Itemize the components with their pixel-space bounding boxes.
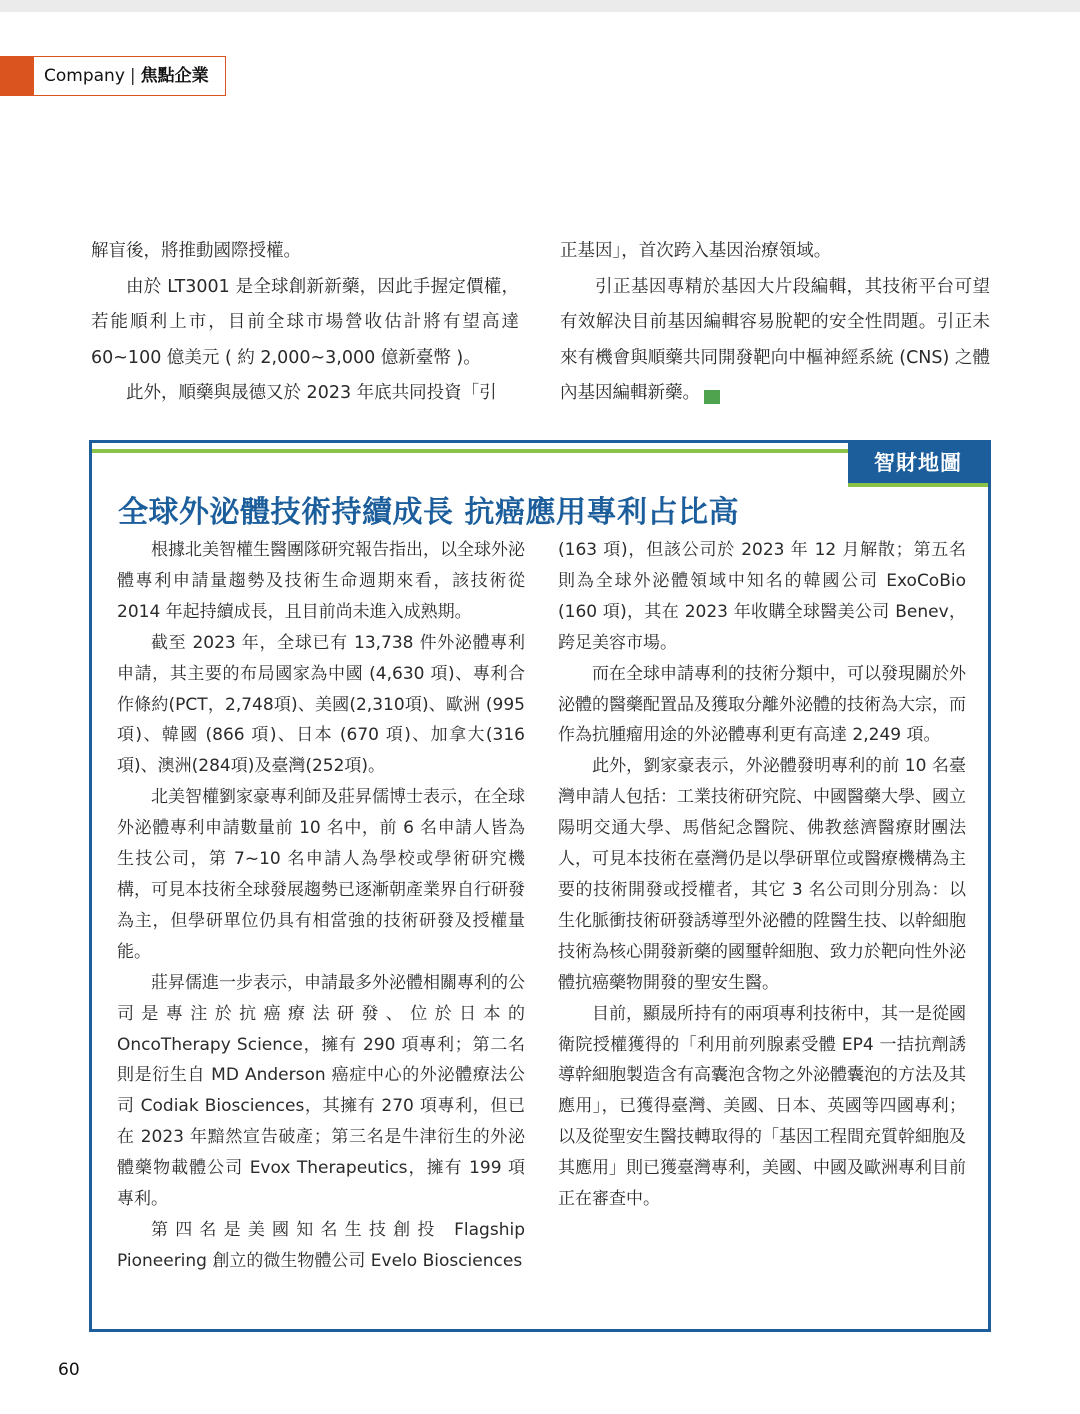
ip-map-tag: 智財地圖 [848,443,988,487]
box-paragraph: 而在全球申請專利的技術分類中，可以發現關於外泌體的醫藥配置品及獲取分離外泌體的技術為大宗，而作為抗腫瘤用途的外泌體專利更有高達 2,249 項。 [558,663,966,746]
intro-right-paragraph-text: 引正基因專精於基因大片段編輯，其技術平台可望有效解決目前基因編輯容易脫靶的安全性問題。引正未來有機會與順藥共同開發靶向中樞神經系統 (CNS) 之體內基因編輯新藥。 [560,276,990,403]
box-paragraph: 莊昇儒進一步表示，申請最多外泌體相關專利的公司是專注於抗癌療法研發、位於日本的 OncoTherapy Science，擁有 290 項專利；第二名則是衍生自 MD Anderson 癌症中心的外泌體療法公司 Codiak Biosciences，其擁有 270 項專利，但已在 2023 年黯然宣告破產；第三名是牛津衍生的外泌體藥物載體公司 Evox Therapeutics，擁有 199 項專利。 [117,972,525,1210]
box-paragraph: 此外，劉家豪表示，外泌體發明專利的前 10 名臺灣申請人包括：工業技術研究院、中國醫藥大學、國立陽明交通大學、馬偕紀念醫院、佛教慈濟醫療財團法人，可見本技術在臺灣仍是以學研單位或醫療機構為主要的技術開發或授權者，其它 3 名公司則分別為：以生化脈衝技術研發誘導型外泌體的陞醫生技、以幹細胞技術為核心開發新藥的國璽幹細胞、致力於靶向性外泌體抗癌藥物開發的聖安生醫。 [558,756,966,993]
section-label-separator: | [129,66,136,86]
intro-left-column [91,234,519,412]
top-strip [0,0,1080,12]
box-left-column [117,535,525,1277]
section-color-bar [0,56,34,96]
box-right-column [558,535,966,1215]
box-paragraph: 根據北美智權生醫團隊研究報告指出，以全球外泌體專利申請量趨勢及技術生命週期來看，該技術從 2014 年起持續成長，且目前尚未進入成熟期。 [117,540,525,622]
box-paragraph: 截至 2023 年，全球已有 13,738 件外泌體專利申請，其主要的布局國家為中國 (4,630 項)、專利合作條約(PCT，2,748項)、美國(2,310項)、歐洲 (995 項)、韓國 (866 項)、日本 (670 項)、加拿大(316項)、澳洲(284項)及臺灣(252項)。 [117,632,525,777]
intro-right-column [560,234,990,412]
intro-right-paragraph: 正基因」，首次跨入基因治療領域。 [560,241,832,261]
box-paragraph: (163 項)，但該公司於 2023 年 12 月解散；第五名則為全球外泌體領域中知名的韓國公司 ExoCoBio (160 項)，其在 2023 年收購全球醫美公司 Benev，跨足美容市場。 [558,540,966,653]
box-green-rule [92,449,852,453]
intro-left-paragraph: 此外，順藥與晟德又於 2023 年底共同投資「引 [126,383,497,403]
section-label-zh: 焦點企業 [140,66,209,86]
ip-map-box [89,440,991,1332]
section-header [0,56,226,96]
intro-right-paragraph [560,270,990,412]
section-label [44,57,209,95]
section-label-en: Company [44,66,125,86]
gbi-end-mark-icon: GBI [704,390,720,404]
box-paragraph: 目前，顯晟所持有的兩項專利技術中，其一是從國衛院授權獲得的「利用前列腺素受體 EP4 一拮抗劑誘導幹細胞製造含有高囊泡含物之外泌體囊泡的方法及其應用」，已獲得臺灣、美國、日本、英國等四國專利；以及從聖安生醫技轉取得的「基因工程間充質幹細胞及其應用」則已獲臺灣專利，美國、中國及歐洲專利目前正在審查中。 [558,1003,966,1210]
page-number: 60 [58,1360,80,1380]
intro-left-paragraph: 由於 LT3001 是全球創新新藥，因此手握定價權，若能順利上市，目前全球市場營收估計將有望高達 60~100 億美元 ( 約 2,000~3,000 億新臺幣 )。 [91,276,519,368]
intro-left-paragraph: 解盲後，將推動國際授權。 [91,241,301,261]
box-paragraph: 第四名是美國知名生技創投 Flagship Pioneering 創立的微生物體公司 Evelo Biosciences [117,1219,525,1271]
box-paragraph: 北美智權劉家豪專利師及莊昇儒博士表示，在全球外泌體專利申請數量前 10 名中，前 6 名申請人皆為生技公司，第 7~10 名申請人為學校或學術研究機構，可見本技術全球發展趨勢已逐漸朝產業界自行研發為主，但學研單位仍具有相當強的技術研發及授權量能。 [117,787,525,962]
box-title: 全球外泌體技術持續成長 抗癌應用專利占比高 [118,495,739,530]
